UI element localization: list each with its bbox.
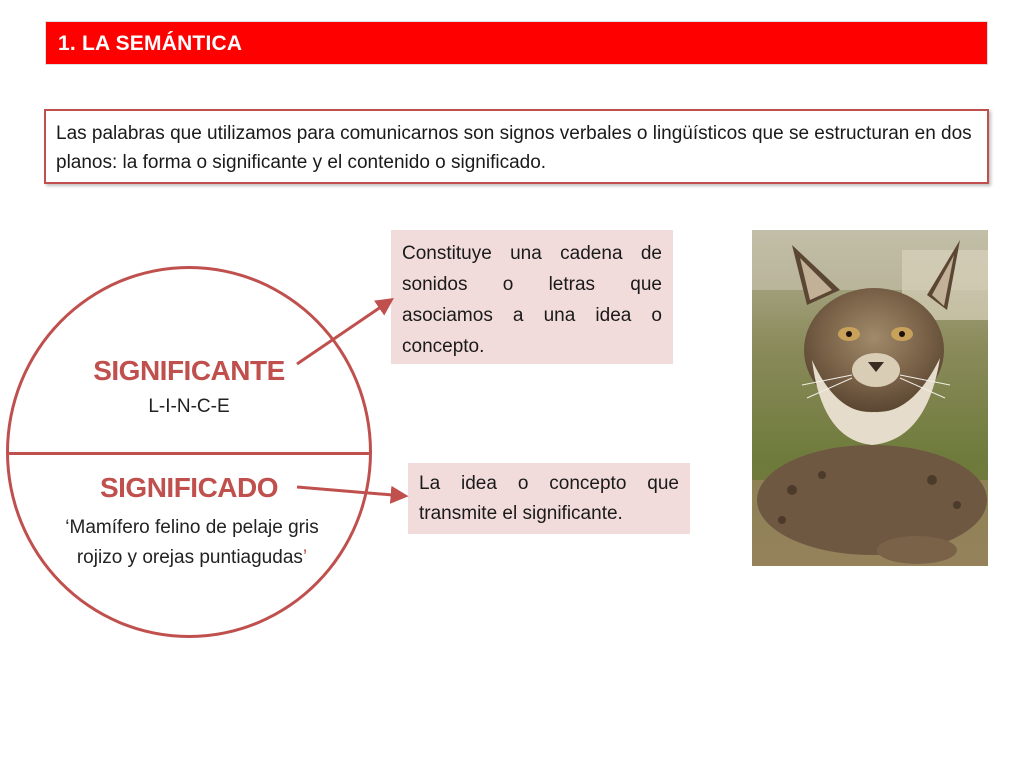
arrow-significante xyxy=(297,300,391,364)
significado-closing-quote: ’ xyxy=(302,547,308,568)
lynx-photo xyxy=(752,230,988,566)
significado-title: SIGNIFICADO xyxy=(99,472,279,503)
significante-description: Constituye una cadena de sonidos o letras que asociamos a una idea o concepto. xyxy=(402,243,662,357)
significado-definition-text: ‘Mamífero felino de pelaje gris rojizo y orejas puntiagudas xyxy=(65,517,319,568)
slide-title: 1. LA SEMÁNTICA xyxy=(58,32,243,55)
intro-text: Las palabras que utilizamos para comunicarnos son signos verbales o lingüísticos que se estructuran en dos planos: la forma o significante y el contenido o significado. xyxy=(56,123,972,173)
arrow-significado xyxy=(297,487,405,496)
significante-title: SIGNIFICANTE xyxy=(93,355,285,386)
significante-example: L-I-N-C-E xyxy=(148,396,230,417)
significado-description: La idea o concepto que transmite el significante. xyxy=(419,473,679,524)
